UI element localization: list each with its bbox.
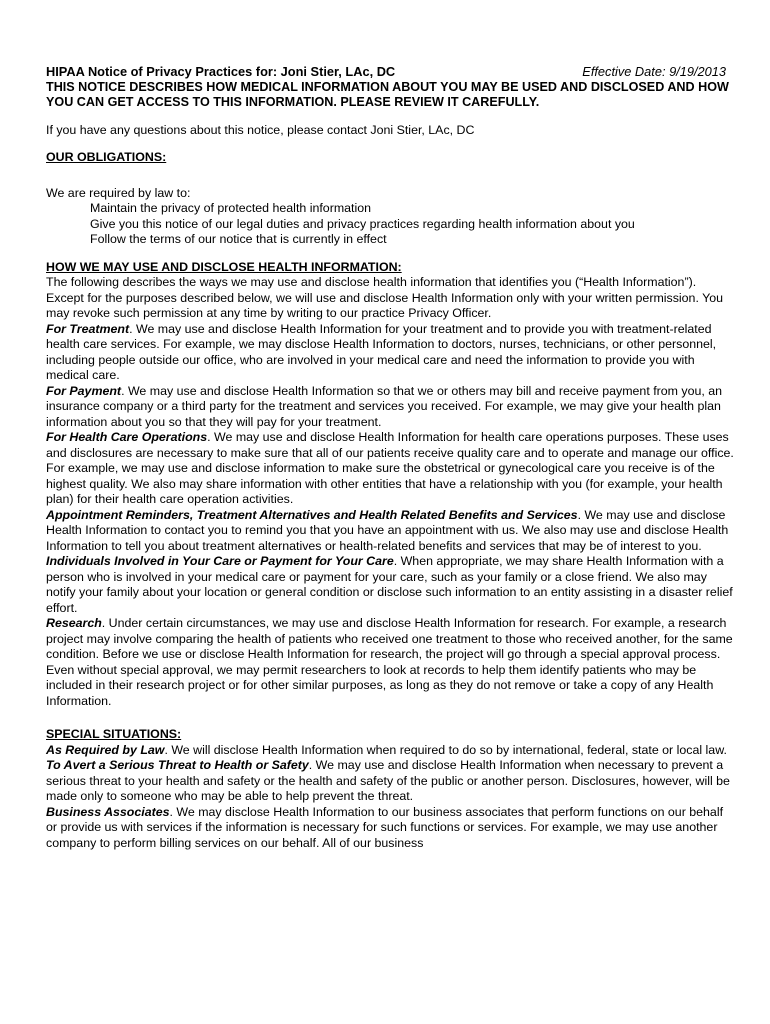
notice-heading: THIS NOTICE DESCRIBES HOW MEDICAL INFORMATION ABOUT YOU MAY BE USED AND DISCLOSED AND HOW YOU CAN GET ACCESS TO THIS INFORMATION. PLEASE REVIEW IT CAREFULLY. bbox=[46, 79, 729, 109]
uses-heading: HOW WE MAY USE AND DISCLOSE HEALTH INFORMATION: bbox=[46, 259, 402, 274]
document-header bbox=[46, 64, 736, 80]
document-title: HIPAA Notice of Privacy Practices for: Joni Stier, LAc, DC bbox=[46, 64, 396, 79]
obligation-item: Maintain the privacy of protected health information bbox=[90, 201, 372, 215]
uses-item-reminders: Appointment Reminders, Treatment Alternatives and Health Related Benefits and Services. We may use and disclose Health Information to contact you to remind you that you have an appointment with us. We also may use and disclose Health Information to tell you about treatment alternatives or health-related benefits and services that may be of interest to you. bbox=[46, 507, 729, 553]
uses-intro: The following describes the ways we may use and disclose health information that identifies you (“Health Information”). Except for the purposes described below, we will use and disclose Health Information only with your written permission. You may revoke such permission at any time by writing to our practice Privacy Officer. bbox=[46, 275, 724, 320]
uses-item-operations: For Health Care Operations. We may use and disclose Health Information for health care operations purposes. These uses and disclosures are necessary to make sure that all of our patients receive quality care and to operate and manage our office. For example, we may use and disclose information to make sure the obstetrical or gynecological care you receive is of the highest quality. We also may share information with other entities that have a relationship with you (for example, your health plan) for their health care operation activities. bbox=[46, 430, 734, 506]
obligations-heading: OUR OBLIGATIONS: bbox=[46, 150, 167, 164]
contact-line: If you have any questions about this notice, please contact Joni Stier, LAc, DC bbox=[46, 122, 475, 137]
uses-item-payment: For Payment. We may use and disclose Health Information so that we or others may bill and receive payment from you, an insurance company or a third party for the treatment and services you received. For example, we may give your health plan information about you so that they will pay for your treatment. bbox=[46, 383, 723, 429]
uses-item-individuals: Individuals Involved in Your Care or Payment for Your Care. When appropriate, we may share Health Information with a person who is involved in your medical care or payment for your care, such as your family or a close friend. We also may notify your family about your location or general condition or disclose such information to an entity assisting in a disaster relief effort. bbox=[46, 554, 733, 615]
special-heading: SPECIAL SITUATIONS: bbox=[46, 727, 182, 741]
special-item-business-associates: Business Associates. We may disclose Health Information to our business associates that perform functions on our behalf or provide us with services if the information is necessary for such functions or services. For example, we may use another company to perform billing services on our behalf. All of our business bbox=[46, 804, 724, 850]
special-item-required-by-law: As Required by Law. We will disclose Health Information when required to do so by international, federal, state or local law. bbox=[46, 742, 727, 757]
uses-item-research: Research. Under certain circumstances, we may use and disclose Health Information for research. For example, a research project may involve comparing the health of patients who received one treatment to those who received another, for the same condition. Before we use or disclose Health Information for research, the project will go through a special approval process. Even without special approval, we may permit researchers to look at records to help them identify patients who may be included in their research project or for other similar purposes, as long as they do not remove or take a copy of any Health Information. bbox=[46, 616, 733, 708]
effective-date: Effective Date: 9/19/2013 bbox=[582, 64, 726, 79]
obligation-item: Give you this notice of our legal duties and privacy practices regarding health information about you bbox=[90, 216, 635, 231]
special-item-serious-threat: To Avert a Serious Threat to Health or Safety. We may use and disclose Health Information when necessary to prevent a serious threat to your health and safety or the health and safety of the public or another person. Disclosures, however, will be made only to someone who may be able to help prevent the threat. bbox=[46, 758, 730, 803]
obligations-intro: We are required by law to: bbox=[46, 185, 191, 200]
document-page bbox=[46, 64, 736, 851]
obligation-item: Follow the terms of our notice that is currently in effect bbox=[90, 232, 387, 246]
uses-item-treatment: For Treatment. We may use and disclose Health Information for your treatment and to provide you with treatment-related health care services. For example, we may disclose Health Information to doctors, nurses, technicians, or other personnel, including people outside our office, who are involved in your medical care and need the information to provide you with medical care. bbox=[46, 321, 717, 382]
